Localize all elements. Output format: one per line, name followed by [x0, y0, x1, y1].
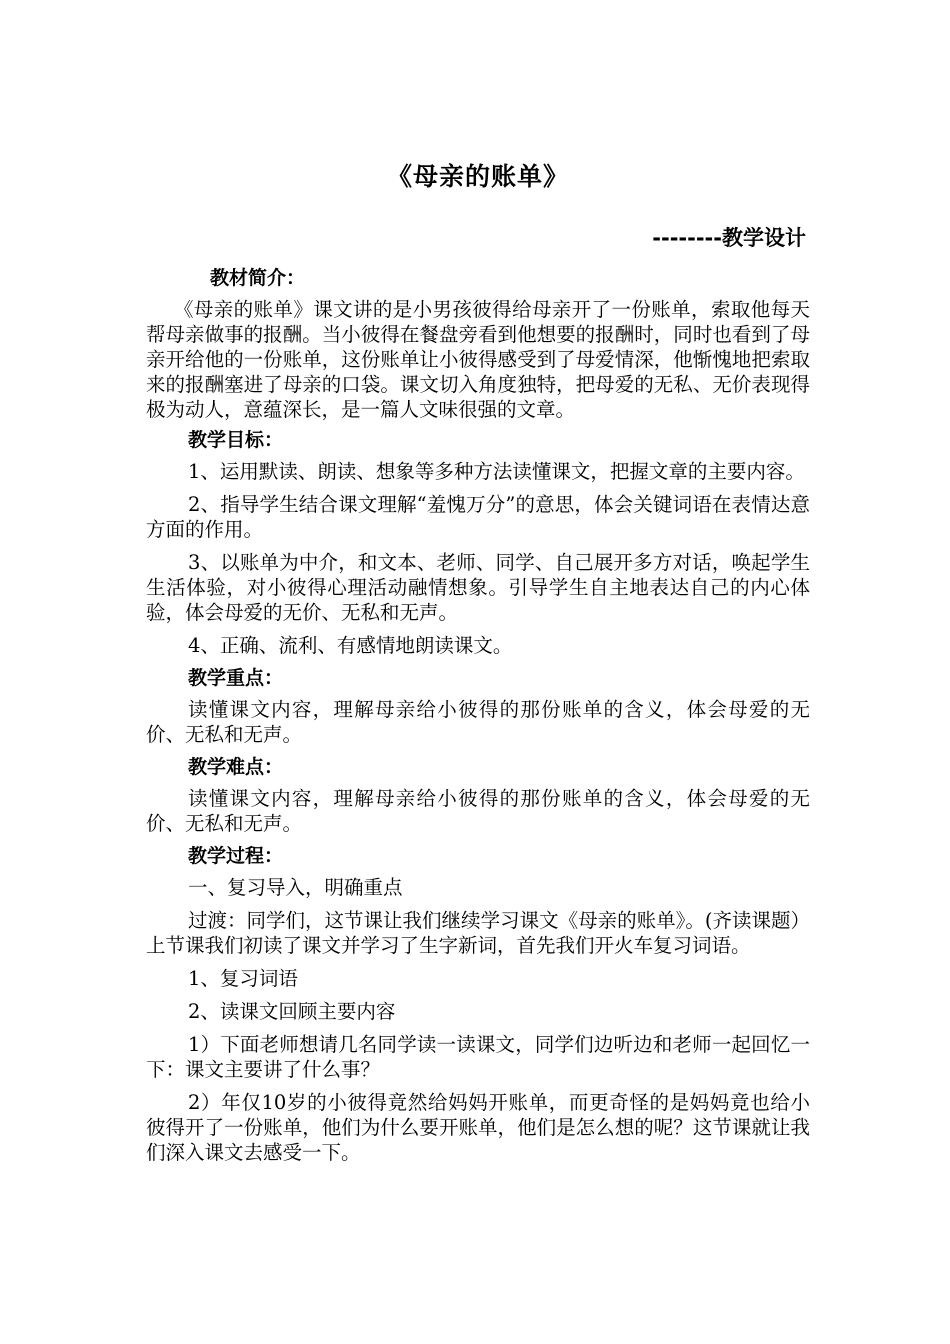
process-item: 2）年仅10岁的小彼得竟然给妈妈开账单，而更奇怪的是妈妈竟也给小彼得开了一份账单，他们为什么要开账单，他们是怎么想的呢？这节课就让我们深入课文去感受一下。	[146, 1091, 810, 1164]
goal-item: 1、运用默读、朗读、想象等多种方法读懂课文，把握文章的主要内容。	[188, 460, 805, 483]
intro-paragraph: 《母亲的账单》课文讲的是小男孩彼得给母亲开了一份账单，索取他每天帮母亲做事的报酬。当小彼得在餐盘旁看到他想要的报酬时，同时也看到了母亲开给他的一份账单，这份账单让小彼得感受到了母爱情深，他惭愧地把索取来的报酬塞进了母亲的口袋。课文切入角度独特，把母爱的无私、无价表现得极为动人，意蕴深长，是一篇人文味很强的文章。	[146, 298, 810, 421]
goal-item: 2、指导学生结合课文理解“羞愧万分”的意思，体会关键词语在表情达意方面的作用。	[146, 493, 810, 541]
process-item: 2、读课文回顾主要内容	[188, 1000, 396, 1023]
key-points-paragraph: 读懂课文内容，理解母亲给小彼得的那份账单的含义，体会母爱的无价、无私和无声。	[146, 698, 810, 746]
difficulty-paragraph: 读懂课文内容，理解母亲给小彼得的那份账单的含义，体会母爱的无价、无私和无声。	[146, 787, 810, 835]
process-item: 1）下面老师想请几名同学读一读课文，同学们边听边和老师一起回忆一下：课文主要讲了什么事？	[146, 1033, 810, 1081]
goal-item: 4、正确、流利、有感情地朗读课文。	[188, 634, 513, 657]
difficulty-heading: 教学难点：	[188, 756, 284, 778]
process-item: 一、复习导入，明确重点	[188, 876, 403, 899]
process-item: 1、复习词语	[188, 967, 298, 990]
page-subtitle: --------教学设计	[652, 226, 806, 250]
goals-heading: 教学目标：	[188, 429, 284, 451]
process-item: 过渡：同学们，这节课让我们继续学习课文《母亲的账单》。(齐读课题）上节课我们初读了课文并学习了生字新词，首先我们开火车复习词语。	[146, 909, 810, 957]
key-points-heading: 教学重点：	[188, 667, 284, 689]
document-body	[146, 160, 810, 1173]
goal-item: 3、以账单为中介，和文本、老师、同学、自己展开多方对话，唤起学生生活体验，对小彼得心理活动融情想象。引导学生自主地表达自己的内心体验，体会母爱的无价、无私和无声。	[146, 551, 810, 624]
page-title: 《母亲的账单》	[386, 162, 569, 191]
process-heading: 教学过程：	[188, 845, 284, 867]
intro-heading: 教材简介：	[210, 267, 306, 289]
